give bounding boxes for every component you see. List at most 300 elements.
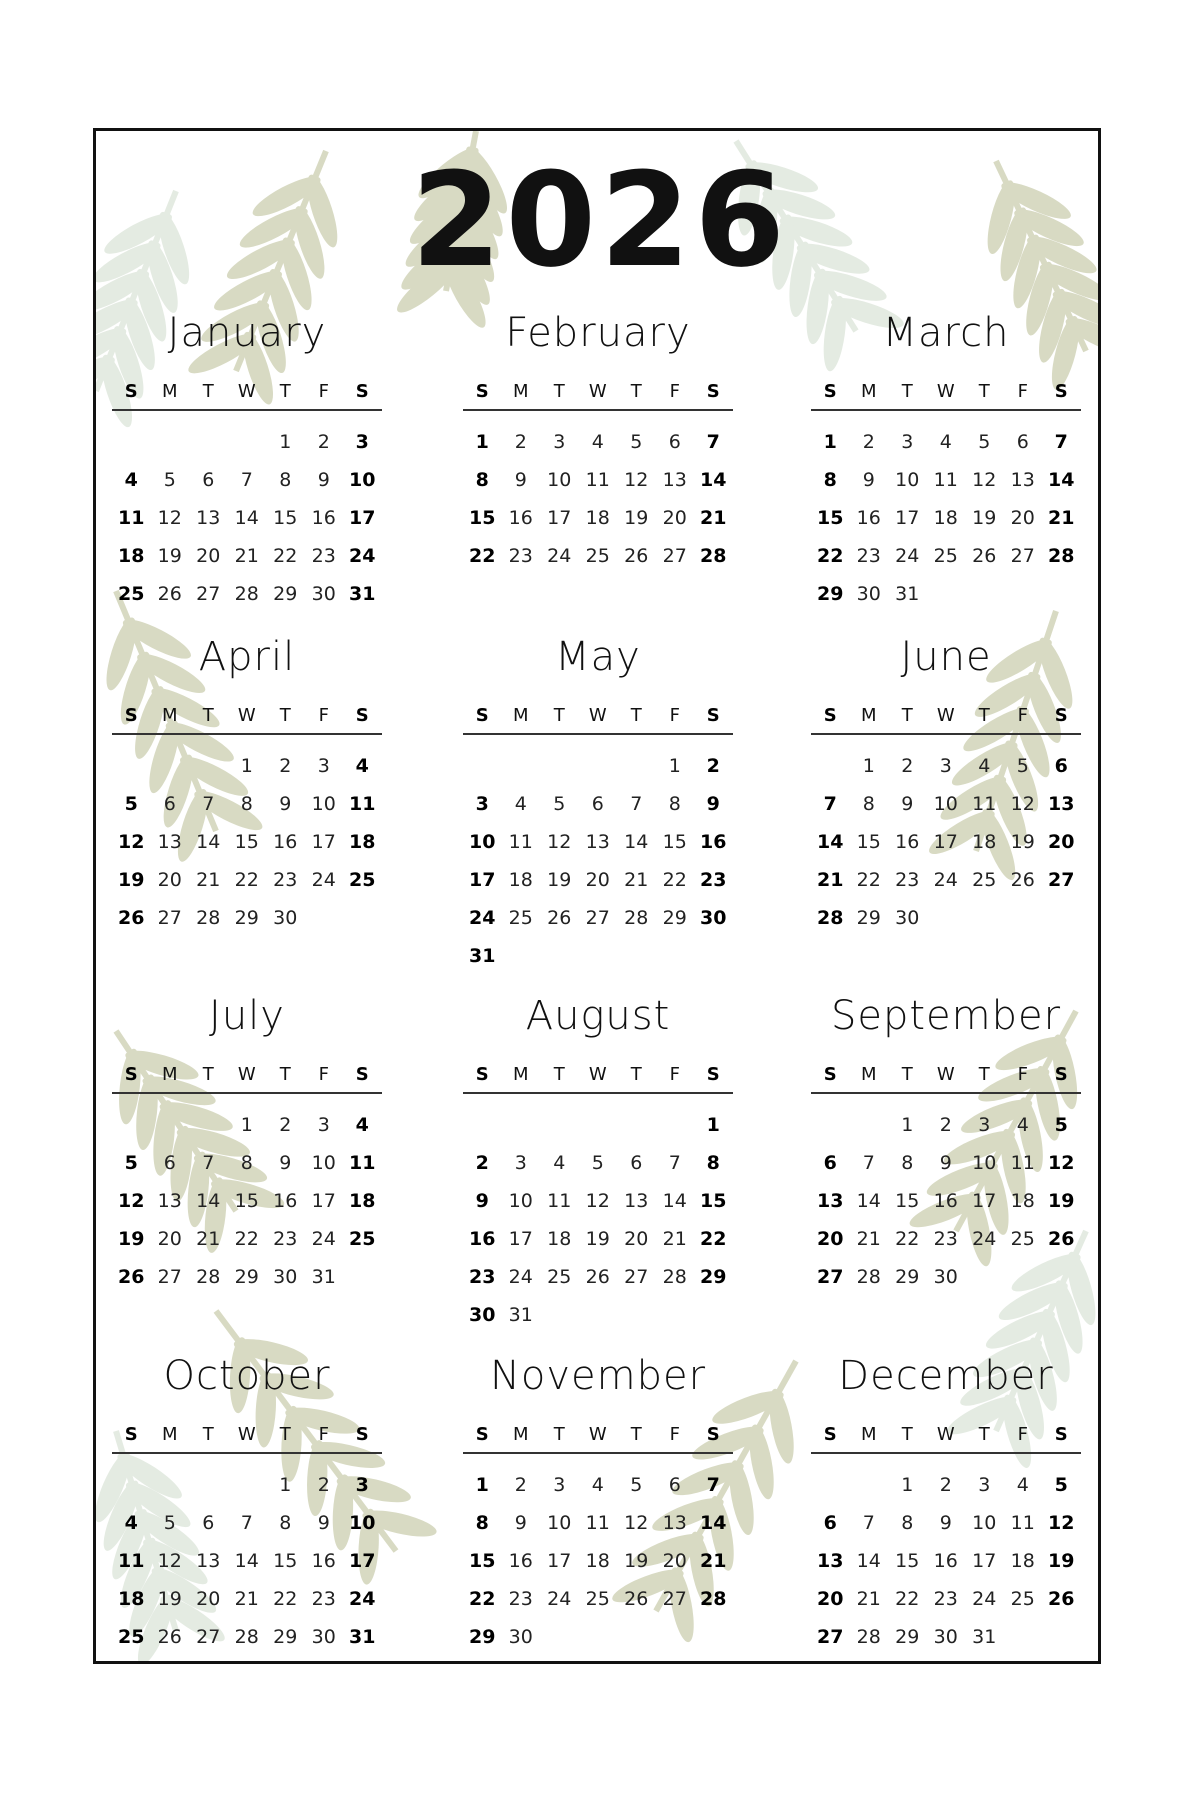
weekday-label: T — [279, 1424, 291, 1445]
day-cell: 5 — [591, 1152, 604, 1174]
weekday-label: F — [1017, 1064, 1028, 1085]
week-row — [463, 461, 733, 499]
empty-cell — [1042, 1618, 1081, 1656]
day-cell: 2 — [939, 1114, 952, 1136]
month-november — [463, 1346, 733, 1656]
week-row — [112, 537, 382, 575]
day-cell: 20 — [1010, 507, 1035, 529]
month-april — [112, 627, 382, 937]
weekday-label: S — [475, 1424, 489, 1445]
day-cell: 5 — [630, 431, 643, 453]
empty-cell — [850, 1106, 889, 1144]
empty-cell — [811, 1106, 850, 1144]
day-cell: 28 — [856, 1266, 881, 1288]
day-cell: 9 — [514, 1512, 527, 1534]
day-cell: 28 — [624, 907, 649, 929]
day-cell: 18 — [1010, 1190, 1035, 1212]
weekday-label: T — [978, 1424, 990, 1445]
day-cell: 17 — [349, 507, 376, 529]
empty-cell — [502, 1106, 541, 1144]
day-cell: 13 — [157, 831, 182, 853]
day-cell: 25 — [118, 1626, 145, 1648]
day-cell: 30 — [311, 583, 336, 605]
day-cell: 13 — [624, 1190, 649, 1212]
weekday-label: S — [124, 1064, 138, 1085]
day-cell: 27 — [817, 1266, 844, 1288]
day-cell: 2 — [901, 755, 914, 777]
weekday-label: T — [901, 1424, 913, 1445]
weekday-label: T — [202, 1064, 214, 1085]
day-cell: 15 — [662, 831, 687, 853]
day-cell: 20 — [817, 1588, 844, 1610]
day-cell: 19 — [624, 1550, 649, 1572]
week-row — [463, 1182, 733, 1220]
day-cell: 29 — [856, 907, 881, 929]
year-title: 2026 — [411, 144, 789, 296]
day-cell: 5 — [124, 1152, 138, 1174]
weekday-label: S — [1054, 381, 1068, 402]
week-row — [112, 1220, 382, 1258]
day-cell: 1 — [475, 431, 489, 453]
day-cell: 7 — [240, 469, 253, 491]
day-cell: 17 — [972, 1550, 997, 1572]
week-row — [811, 785, 1081, 823]
weekday-label: T — [202, 1424, 214, 1445]
weekday-label: W — [588, 1424, 607, 1445]
day-cell: 8 — [240, 1152, 253, 1174]
empty-cell — [112, 423, 151, 461]
day-cell: 29 — [662, 907, 687, 929]
weekday-label: F — [1017, 1424, 1028, 1445]
month-name: April — [198, 634, 296, 680]
empty-cell — [927, 899, 966, 937]
day-cell: 16 — [469, 1228, 496, 1250]
day-cell: 31 — [508, 1304, 533, 1326]
month-name: June — [900, 634, 992, 680]
day-cell: 7 — [823, 793, 837, 815]
day-cell: 12 — [547, 831, 572, 853]
month-name: September — [830, 993, 1062, 1039]
day-cell: 30 — [700, 907, 727, 929]
day-cell: 16 — [856, 507, 881, 529]
day-cell: 13 — [157, 1190, 182, 1212]
weekday-label: T — [553, 1424, 565, 1445]
weekday-label: T — [279, 1064, 291, 1085]
day-cell: 22 — [469, 545, 496, 567]
weekday-label: M — [860, 1424, 877, 1445]
day-cell: 8 — [475, 469, 489, 491]
day-cell: 20 — [817, 1228, 844, 1250]
weekday-label: F — [1017, 381, 1028, 402]
day-cell: 26 — [118, 907, 145, 929]
weekday-label: T — [202, 705, 214, 726]
day-cell: 12 — [118, 831, 145, 853]
week-row — [112, 747, 382, 785]
day-cell: 7 — [202, 793, 215, 815]
day-cell: 22 — [662, 869, 687, 891]
day-cell: 22 — [234, 1228, 259, 1250]
weekday-label: F — [318, 1424, 329, 1445]
day-cell: 22 — [895, 1588, 920, 1610]
day-cell: 15 — [273, 1550, 298, 1572]
day-cell: 21 — [624, 869, 649, 891]
week-row — [463, 1258, 733, 1296]
empty-cell — [112, 1106, 151, 1144]
empty-cell — [656, 937, 695, 975]
week-row — [112, 823, 382, 861]
day-cell: 4 — [591, 431, 604, 453]
day-cell: 20 — [662, 1550, 687, 1572]
day-cell: 18 — [933, 507, 958, 529]
day-cell: 26 — [157, 1626, 182, 1648]
month-september — [811, 986, 1081, 1296]
day-cell: 9 — [279, 793, 292, 815]
day-cell: 25 — [1010, 1228, 1035, 1250]
day-cell: 28 — [662, 1266, 687, 1288]
day-cell: 18 — [1010, 1550, 1035, 1572]
empty-cell — [1004, 1258, 1043, 1296]
day-cell: 2 — [317, 431, 330, 453]
day-cell: 14 — [662, 1190, 687, 1212]
day-cell: 24 — [547, 545, 572, 567]
day-cell: 3 — [317, 1114, 330, 1136]
day-cell: 20 — [662, 507, 687, 529]
day-cell: 4 — [1016, 1474, 1029, 1496]
week-row — [811, 499, 1081, 537]
weekday-label: S — [823, 705, 837, 726]
day-cell: 31 — [972, 1626, 997, 1648]
day-cell: 13 — [662, 469, 687, 491]
day-cell: 5 — [163, 1512, 176, 1534]
day-cell: 19 — [547, 869, 572, 891]
day-cell: 3 — [553, 1474, 566, 1496]
weekday-label: F — [318, 1064, 329, 1085]
week-row — [463, 861, 733, 899]
day-cell: 1 — [240, 1114, 253, 1136]
day-cell: 18 — [972, 831, 997, 853]
day-cell: 12 — [624, 1512, 649, 1534]
empty-cell — [463, 1106, 502, 1144]
day-cell: 19 — [1048, 1550, 1075, 1572]
day-cell: 22 — [273, 545, 298, 567]
day-cell: 31 — [895, 583, 920, 605]
day-cell: 28 — [196, 907, 221, 929]
day-cell: 1 — [706, 1114, 720, 1136]
weekday-label: M — [512, 381, 529, 402]
day-cell: 2 — [862, 431, 875, 453]
day-cell: 10 — [508, 1190, 533, 1212]
day-cell: 14 — [196, 1190, 221, 1212]
weekday-label: M — [512, 1064, 529, 1085]
day-cell: 15 — [856, 831, 881, 853]
day-cell: 5 — [1054, 1114, 1068, 1136]
day-cell: 11 — [1010, 1152, 1035, 1174]
day-cell: 3 — [514, 1152, 527, 1174]
day-cell: 19 — [585, 1228, 610, 1250]
day-cell: 6 — [202, 1512, 215, 1534]
weekday-label: T — [630, 705, 642, 726]
weekday-label: S — [706, 1424, 720, 1445]
weekday-label: F — [1017, 705, 1028, 726]
day-cell: 20 — [157, 869, 182, 891]
week-row — [811, 537, 1081, 575]
day-cell: 8 — [279, 1512, 292, 1534]
day-cell: 26 — [1010, 869, 1035, 891]
week-row — [811, 423, 1081, 461]
empty-cell — [151, 423, 190, 461]
day-cell: 6 — [163, 1152, 176, 1174]
week-row — [811, 899, 1081, 937]
day-cell: 16 — [311, 1550, 336, 1572]
empty-cell — [1042, 575, 1081, 613]
empty-cell — [540, 1618, 579, 1656]
week-row — [811, 1580, 1081, 1618]
day-cell: 16 — [273, 831, 298, 853]
day-cell: 17 — [311, 1190, 336, 1212]
week-row — [112, 1542, 382, 1580]
weekday-label: S — [355, 705, 369, 726]
day-cell: 16 — [933, 1550, 958, 1572]
weekday-header — [463, 1058, 733, 1094]
month-march — [811, 303, 1081, 613]
day-cell: 21 — [856, 1588, 881, 1610]
day-cell: 25 — [933, 545, 958, 567]
day-cell: 10 — [547, 469, 572, 491]
week-row — [112, 1504, 382, 1542]
day-cell: 23 — [311, 1588, 336, 1610]
weekday-label: S — [823, 381, 837, 402]
day-cell: 14 — [856, 1550, 881, 1572]
weekday-label: M — [161, 1424, 178, 1445]
weekday-label: F — [669, 1064, 680, 1085]
day-cell: 4 — [553, 1152, 566, 1174]
empty-cell — [656, 1296, 695, 1334]
day-cell: 1 — [475, 1474, 489, 1496]
day-cell: 15 — [895, 1550, 920, 1572]
day-cell: 16 — [895, 831, 920, 853]
empty-cell — [965, 1258, 1004, 1296]
month-name: November — [489, 1353, 707, 1399]
day-cell: 7 — [706, 1474, 720, 1496]
day-cell: 27 — [662, 545, 687, 567]
week-row — [811, 861, 1081, 899]
week-row — [811, 1618, 1081, 1656]
day-cell: 22 — [856, 869, 881, 891]
day-cell: 22 — [700, 1228, 727, 1250]
weekday-header — [112, 1058, 382, 1094]
day-cell: 3 — [939, 755, 952, 777]
day-cell: 17 — [349, 1550, 376, 1572]
week-row — [112, 423, 382, 461]
empty-cell — [811, 747, 850, 785]
week-row — [463, 823, 733, 861]
weekday-label: M — [161, 381, 178, 402]
weekday-label: S — [475, 1064, 489, 1085]
weekday-label: W — [237, 381, 256, 402]
day-cell: 25 — [1010, 1588, 1035, 1610]
day-cell: 29 — [817, 583, 844, 605]
day-cell: 30 — [469, 1304, 496, 1326]
day-cell: 30 — [933, 1626, 958, 1648]
day-cell: 10 — [349, 1512, 376, 1534]
weekday-label: S — [124, 381, 138, 402]
day-cell: 10 — [311, 1152, 336, 1174]
weekday-label: T — [630, 1064, 642, 1085]
day-cell: 5 — [124, 793, 138, 815]
day-cell: 15 — [273, 507, 298, 529]
weekday-label: T — [553, 705, 565, 726]
day-cell: 27 — [157, 1266, 182, 1288]
day-cell: 16 — [700, 831, 727, 853]
day-cell: 28 — [234, 1626, 259, 1648]
day-cell: 10 — [933, 793, 958, 815]
weekday-label: M — [512, 705, 529, 726]
day-cell: 18 — [118, 1588, 145, 1610]
day-cell: 1 — [901, 1474, 914, 1496]
week-row — [112, 1182, 382, 1220]
day-cell: 11 — [1010, 1512, 1035, 1534]
day-cell: 29 — [895, 1626, 920, 1648]
day-cell: 13 — [817, 1190, 844, 1212]
day-cell: 6 — [1054, 755, 1068, 777]
month-name: October — [163, 1353, 331, 1399]
week-row — [463, 499, 733, 537]
empty-cell — [1004, 899, 1043, 937]
day-cell: 9 — [901, 793, 914, 815]
empty-cell — [579, 1106, 618, 1144]
day-cell: 7 — [862, 1152, 875, 1174]
weekday-header — [811, 699, 1081, 735]
day-cell: 11 — [349, 793, 376, 815]
weekday-label: S — [823, 1424, 837, 1445]
weekday-header — [811, 1418, 1081, 1454]
day-cell: 12 — [1048, 1152, 1075, 1174]
day-cell: 1 — [668, 755, 681, 777]
month-january — [112, 303, 382, 613]
day-cell: 2 — [475, 1152, 489, 1174]
day-cell: 17 — [311, 831, 336, 853]
month-name: May — [555, 634, 641, 680]
day-cell: 23 — [508, 545, 533, 567]
empty-cell — [151, 1106, 190, 1144]
weekday-label: T — [978, 381, 990, 402]
day-cell: 6 — [1016, 431, 1029, 453]
day-cell: 5 — [163, 469, 176, 491]
week-row — [112, 1144, 382, 1182]
empty-cell — [151, 1466, 190, 1504]
empty-cell — [927, 575, 966, 613]
empty-cell — [305, 899, 344, 937]
weekday-label: T — [279, 381, 291, 402]
day-cell: 19 — [118, 1228, 145, 1250]
weekday-label: W — [936, 1064, 955, 1085]
weekday-label: T — [901, 381, 913, 402]
day-cell: 6 — [202, 469, 215, 491]
day-cell: 5 — [1016, 755, 1029, 777]
day-cell: 9 — [475, 1190, 489, 1212]
month-name: March — [882, 310, 1010, 356]
day-cell: 26 — [118, 1266, 145, 1288]
day-cell: 10 — [895, 469, 920, 491]
week-row — [112, 785, 382, 823]
empty-cell — [694, 1618, 733, 1656]
empty-cell — [189, 1466, 228, 1504]
day-cell: 14 — [234, 1550, 259, 1572]
day-cell: 6 — [668, 1474, 681, 1496]
day-cell: 21 — [817, 869, 844, 891]
day-cell: 25 — [118, 583, 145, 605]
day-cell: 17 — [895, 507, 920, 529]
day-cell: 20 — [585, 869, 610, 891]
day-cell: 30 — [856, 583, 881, 605]
week-row — [811, 461, 1081, 499]
day-cell: 9 — [317, 1512, 330, 1534]
day-cell: 22 — [469, 1588, 496, 1610]
day-cell: 20 — [196, 545, 221, 567]
day-cell: 28 — [817, 907, 844, 929]
empty-cell — [811, 1466, 850, 1504]
month-name: July — [209, 993, 285, 1039]
weekday-label: F — [318, 705, 329, 726]
day-cell: 22 — [895, 1228, 920, 1250]
day-cell: 18 — [547, 1228, 572, 1250]
weekday-header — [463, 1418, 733, 1454]
day-cell: 3 — [901, 431, 914, 453]
weekday-label: T — [901, 705, 913, 726]
weekday-label: T — [630, 1424, 642, 1445]
day-cell: 19 — [157, 1588, 182, 1610]
month-name: January — [167, 310, 327, 356]
day-cell: 6 — [591, 793, 604, 815]
day-cell: 11 — [118, 1550, 145, 1572]
day-cell: 2 — [514, 1474, 527, 1496]
day-cell: 30 — [273, 1266, 298, 1288]
weekday-label: S — [823, 1064, 837, 1085]
day-cell: 9 — [279, 1152, 292, 1174]
day-cell: 28 — [1048, 545, 1075, 567]
day-cell: 13 — [585, 831, 610, 853]
empty-cell — [502, 937, 541, 975]
day-cell: 27 — [1010, 545, 1035, 567]
day-cell: 12 — [157, 1550, 182, 1572]
weekday-label: S — [475, 381, 489, 402]
day-cell: 15 — [234, 831, 259, 853]
day-cell: 29 — [895, 1266, 920, 1288]
day-cell: 10 — [469, 831, 496, 853]
day-cell: 23 — [273, 869, 298, 891]
day-cell: 19 — [1048, 1190, 1075, 1212]
week-row — [811, 1258, 1081, 1296]
month-name: February — [505, 310, 691, 356]
day-cell: 25 — [585, 545, 610, 567]
empty-cell — [151, 747, 190, 785]
day-cell: 6 — [668, 431, 681, 453]
day-cell: 19 — [157, 545, 182, 567]
month-june — [811, 627, 1081, 937]
day-cell: 15 — [234, 1190, 259, 1212]
day-cell: 2 — [279, 1114, 292, 1136]
week-row — [112, 1580, 382, 1618]
empty-cell — [540, 937, 579, 975]
weekday-label: M — [860, 1064, 877, 1085]
day-cell: 26 — [1048, 1588, 1075, 1610]
week-row — [463, 937, 733, 975]
week-row — [811, 747, 1081, 785]
day-cell: 17 — [547, 507, 572, 529]
day-cell: 11 — [349, 1152, 376, 1174]
day-cell: 31 — [349, 1626, 376, 1648]
week-row — [811, 575, 1081, 613]
